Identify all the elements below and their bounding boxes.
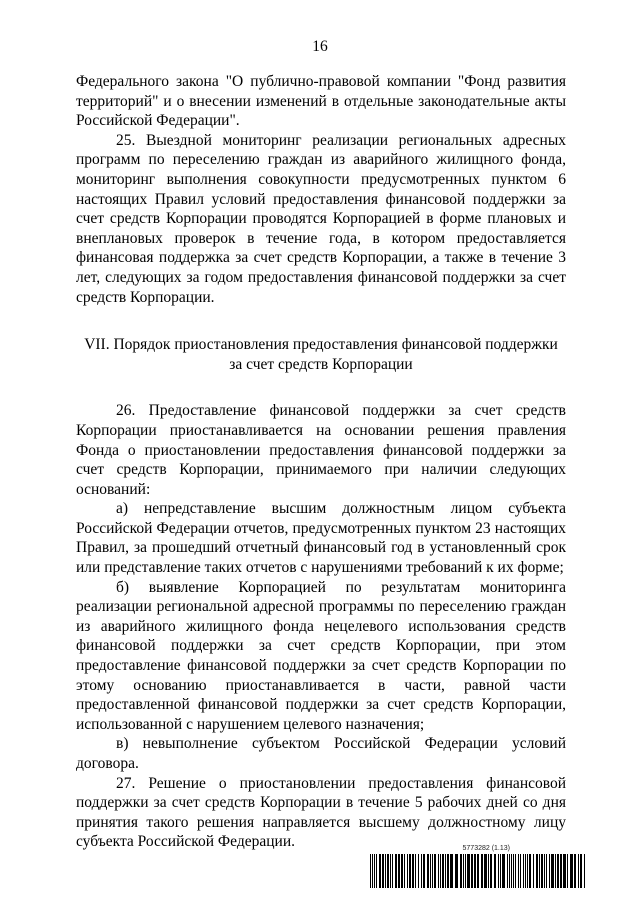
page-number: 16 <box>312 38 328 55</box>
paragraph-27: 27. Решение о приостановлении предоставления финансовой поддержки за счет средств Корпорации в течение 5 рабочих дней со дня принятия такого решения направляется высшему должностному лицу субъекта Российской Федерации. <box>76 774 566 851</box>
paragraph-26-a: а) непредставление высшим должностным лицом субъекта Российской Федерации отчетов, предусмотренных пунктом 23 настоящих Правил, за прошедший отчетный финансовый год в установленный срок или представление таких отчетов с нарушениями требований к их форме; <box>76 500 566 577</box>
barcode-icon <box>368 854 588 888</box>
document-footer <box>368 845 588 888</box>
paragraph-26-b: б) выявление Корпорацией по результатам мониторинга реализации региональной адресной программы по переселению граждан из аварийного жилищного фонда нецелевого использования средств финансовой поддержки за счет средств Корпорации, при этом предоставление финансовой поддержки за счет средств Корпорации по этому основанию приостанавливается в части, равной части предоставленной финансовой поддержки за счет средств Корпорации, использованной с нарушением целевого назначения; <box>76 578 566 733</box>
paragraph-26-v: в) невыполнение субъектом Российской Федерации условий договора. <box>76 735 566 772</box>
paragraph-26: 26. Предоставление финансовой поддержки за счет средств Корпорации приостанавливается на основании решения правления Фонда о приостановлении предоставления финансовой поддержки за счет средств Корпорации, принимаемого при наличии следующих оснований: <box>76 402 566 498</box>
paragraph-25: 25. Выездной мониторинг реализации региональных адресных программ по переселению граждан из аварийного жилищного фонда, мониторинг выполнения совокупности предусмотренных пунктом 6 настоящих Правил условий предоставления финансовой поддержки за счет средств Корпорации проводятся Корпорацией в форме плановых и внеплановых проверок в течение года, в котором предоставляется финансовая поддержка за счет средств Корпорации, а также в течение 3 лет, следующих за годом предоставления финансовой поддержки за счет средств Корпорации. <box>76 131 566 306</box>
section-heading-line-2: за счет средств Корпорации <box>229 355 413 373</box>
section-heading-line-1: VII. Порядок приостановления предоставления финансовой поддержки <box>84 336 558 354</box>
section-heading <box>76 335 566 374</box>
document-body <box>76 72 566 852</box>
barcode-code: 5773282 (1.13) <box>462 845 510 852</box>
paragraph-law-reference: Федерального закона "О публично-правовой компании "Фонд развития территорий" и о внесении изменений в отдельные законодательные акты Российской Федерации". <box>76 73 566 130</box>
